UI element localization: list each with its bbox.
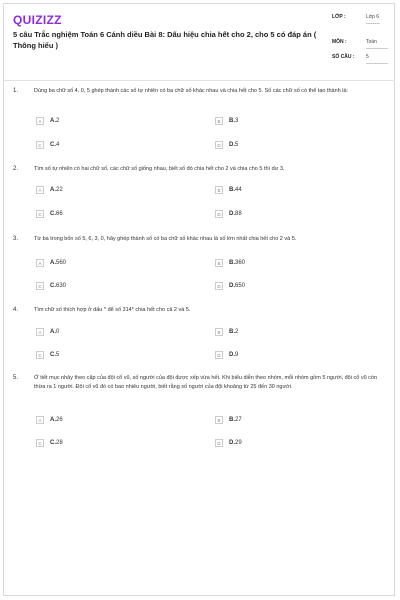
option-text xyxy=(229,260,245,266)
option-c[interactable] xyxy=(36,210,63,218)
meta-panel xyxy=(332,14,390,66)
option-value: 22 xyxy=(56,187,63,193)
question-count-label: SỐ CÂU : xyxy=(332,54,355,60)
option-key: C. xyxy=(50,283,56,289)
question-text: Từ ba trong bốn số 5, 6, 3, 0, hãy ghép thành số có ba chữ số khác nhau là số lớn nhất chia hết cho 2 và 5. xyxy=(34,236,297,242)
option-b[interactable] xyxy=(215,259,245,267)
option-key: B. xyxy=(229,118,235,124)
question-number: 1. xyxy=(13,88,19,94)
option-text xyxy=(50,211,63,217)
option-value: 28 xyxy=(56,440,63,446)
option-value: 360 xyxy=(235,260,246,266)
option-letter-box[interactable]: D xyxy=(215,351,223,359)
option-text xyxy=(229,329,238,335)
option-key: D. xyxy=(229,142,235,148)
option-d[interactable] xyxy=(215,351,238,359)
option-text xyxy=(50,440,63,446)
option-text xyxy=(50,329,59,335)
option-text xyxy=(229,187,242,193)
option-text xyxy=(50,142,59,148)
option-letter-box[interactable]: B xyxy=(215,186,223,194)
option-text xyxy=(229,211,242,217)
option-text xyxy=(229,283,245,289)
option-c[interactable] xyxy=(36,439,63,447)
option-text xyxy=(50,187,63,193)
question-number: 5. xyxy=(13,375,19,381)
option-value: 88 xyxy=(235,211,242,217)
option-text xyxy=(229,352,238,358)
subject-label: MÔN : xyxy=(332,39,347,45)
option-key: A. xyxy=(50,118,56,124)
option-value: 66 xyxy=(56,211,63,217)
class-value: Lớp 6 xyxy=(366,14,380,24)
option-text xyxy=(50,260,66,266)
option-letter-box[interactable]: A xyxy=(36,186,44,194)
quizizz-logo: QUIZIZZ xyxy=(13,13,62,27)
question-number: 3. xyxy=(13,236,19,242)
option-value: 2 xyxy=(56,118,60,124)
question-count-value: 5 xyxy=(366,54,388,64)
option-letter-box[interactable]: C xyxy=(36,282,44,290)
option-b[interactable] xyxy=(215,117,238,125)
option-key: D. xyxy=(229,440,235,446)
option-letter-box[interactable]: D xyxy=(215,210,223,218)
option-letter-box[interactable]: C xyxy=(36,141,44,149)
option-letter-box[interactable]: A xyxy=(36,328,44,336)
option-text xyxy=(50,118,59,124)
option-text xyxy=(50,352,59,358)
option-letter-box[interactable]: D xyxy=(215,439,223,447)
option-text xyxy=(50,283,66,289)
option-letter-box[interactable]: C xyxy=(36,210,44,218)
option-value: 0 xyxy=(56,329,60,335)
option-value: 650 xyxy=(235,283,246,289)
option-value: 560 xyxy=(56,260,67,266)
option-c[interactable] xyxy=(36,141,59,149)
option-letter-box[interactable]: B xyxy=(215,259,223,267)
class-label: LỚP : xyxy=(332,14,346,20)
option-value: 5 xyxy=(56,352,60,358)
option-value: 630 xyxy=(56,283,67,289)
option-key: B. xyxy=(229,187,235,193)
option-b[interactable] xyxy=(215,416,242,424)
question-text: Ở tiết mục nhảy theo cặp của đội cổ vũ, số người của đội được xếp vừa hết. Khi biểu diễn theo nhóm, mỗi nhóm gồm 5 người, đội cổ vũ còn thừa ra 1 người. Đội cổ vũ đó có bao nhiêu người, biết rằng số người của đội khoảng từ 25 đến 30 người. xyxy=(34,375,378,390)
option-value: 3 xyxy=(235,118,239,124)
option-letter-box[interactable]: A xyxy=(36,416,44,424)
option-a[interactable] xyxy=(36,186,63,194)
option-c[interactable] xyxy=(36,282,66,290)
option-key: B. xyxy=(229,417,235,423)
option-key: C. xyxy=(50,352,56,358)
option-key: A. xyxy=(50,417,56,423)
option-letter-box[interactable]: B xyxy=(215,117,223,125)
option-value: 9 xyxy=(235,352,239,358)
option-d[interactable] xyxy=(215,439,242,447)
option-key: D. xyxy=(229,283,235,289)
question-text: Tìm số tự nhiên có hai chữ số, các chữ số giống nhau, biết số đó chia hết cho 2 và chia cho 5 thì dư 3. xyxy=(34,166,285,172)
option-c[interactable] xyxy=(36,351,59,359)
option-key: B. xyxy=(229,260,235,266)
option-key: D. xyxy=(229,211,235,217)
option-d[interactable] xyxy=(215,210,242,218)
option-value: 26 xyxy=(56,417,63,423)
option-letter-box[interactable]: D xyxy=(215,282,223,290)
subject-value: Toán xyxy=(366,39,388,49)
option-text xyxy=(229,440,242,446)
option-a[interactable] xyxy=(36,117,59,125)
option-letter-box[interactable]: A xyxy=(36,259,44,267)
option-value: 2 xyxy=(235,329,239,335)
option-letter-box[interactable]: A xyxy=(36,117,44,125)
option-text xyxy=(229,417,242,423)
option-text xyxy=(229,118,238,124)
option-letter-box[interactable]: D xyxy=(215,141,223,149)
option-text xyxy=(50,417,63,423)
option-letter-box[interactable]: C xyxy=(36,351,44,359)
option-letter-box[interactable]: B xyxy=(215,416,223,424)
page-title: 5 câu Trắc nghiệm Toán 6 Cánh diều Bài 8: Dấu hiệu chia hết cho 2, cho 5 có đáp án ( Thông hiểu ) xyxy=(13,30,317,50)
option-b[interactable] xyxy=(215,328,238,336)
option-key: A. xyxy=(50,187,56,193)
option-value: 5 xyxy=(235,142,239,148)
option-letter-box[interactable]: C xyxy=(36,439,44,447)
question-number: 4. xyxy=(13,307,19,313)
question-text: Tìm chữ số thích hợp ở dấu * để số 314* chia hết cho cả 2 và 5. xyxy=(34,307,191,313)
option-letter-box[interactable]: B xyxy=(215,328,223,336)
option-value: 29 xyxy=(235,440,242,446)
option-d[interactable] xyxy=(215,282,245,290)
option-key: C. xyxy=(50,440,56,446)
question-text: Dùng ba chữ số 4, 0, 5 ghép thành các số tự nhiên có ba chữ số khác nhau và chia hết cho 5. Số các chữ số có thể tạo thành là: xyxy=(34,88,349,94)
option-text xyxy=(229,142,238,148)
option-key: B. xyxy=(229,329,235,335)
option-b[interactable] xyxy=(215,186,242,194)
question-number: 2. xyxy=(13,166,19,172)
option-key: A. xyxy=(50,329,56,335)
option-key: D. xyxy=(229,352,235,358)
option-a[interactable] xyxy=(36,259,66,267)
option-key: C. xyxy=(50,211,56,217)
option-value: 27 xyxy=(235,417,242,423)
option-key: C. xyxy=(50,142,56,148)
meta-row-subject xyxy=(332,39,390,54)
header-divider xyxy=(3,80,395,81)
option-key: A. xyxy=(50,260,56,266)
meta-row-count xyxy=(332,54,390,66)
option-a[interactable] xyxy=(36,416,63,424)
option-d[interactable] xyxy=(215,141,238,149)
option-a[interactable] xyxy=(36,328,59,336)
option-value: 4 xyxy=(56,142,60,148)
meta-row-class xyxy=(332,14,390,33)
option-value: 44 xyxy=(235,187,242,193)
